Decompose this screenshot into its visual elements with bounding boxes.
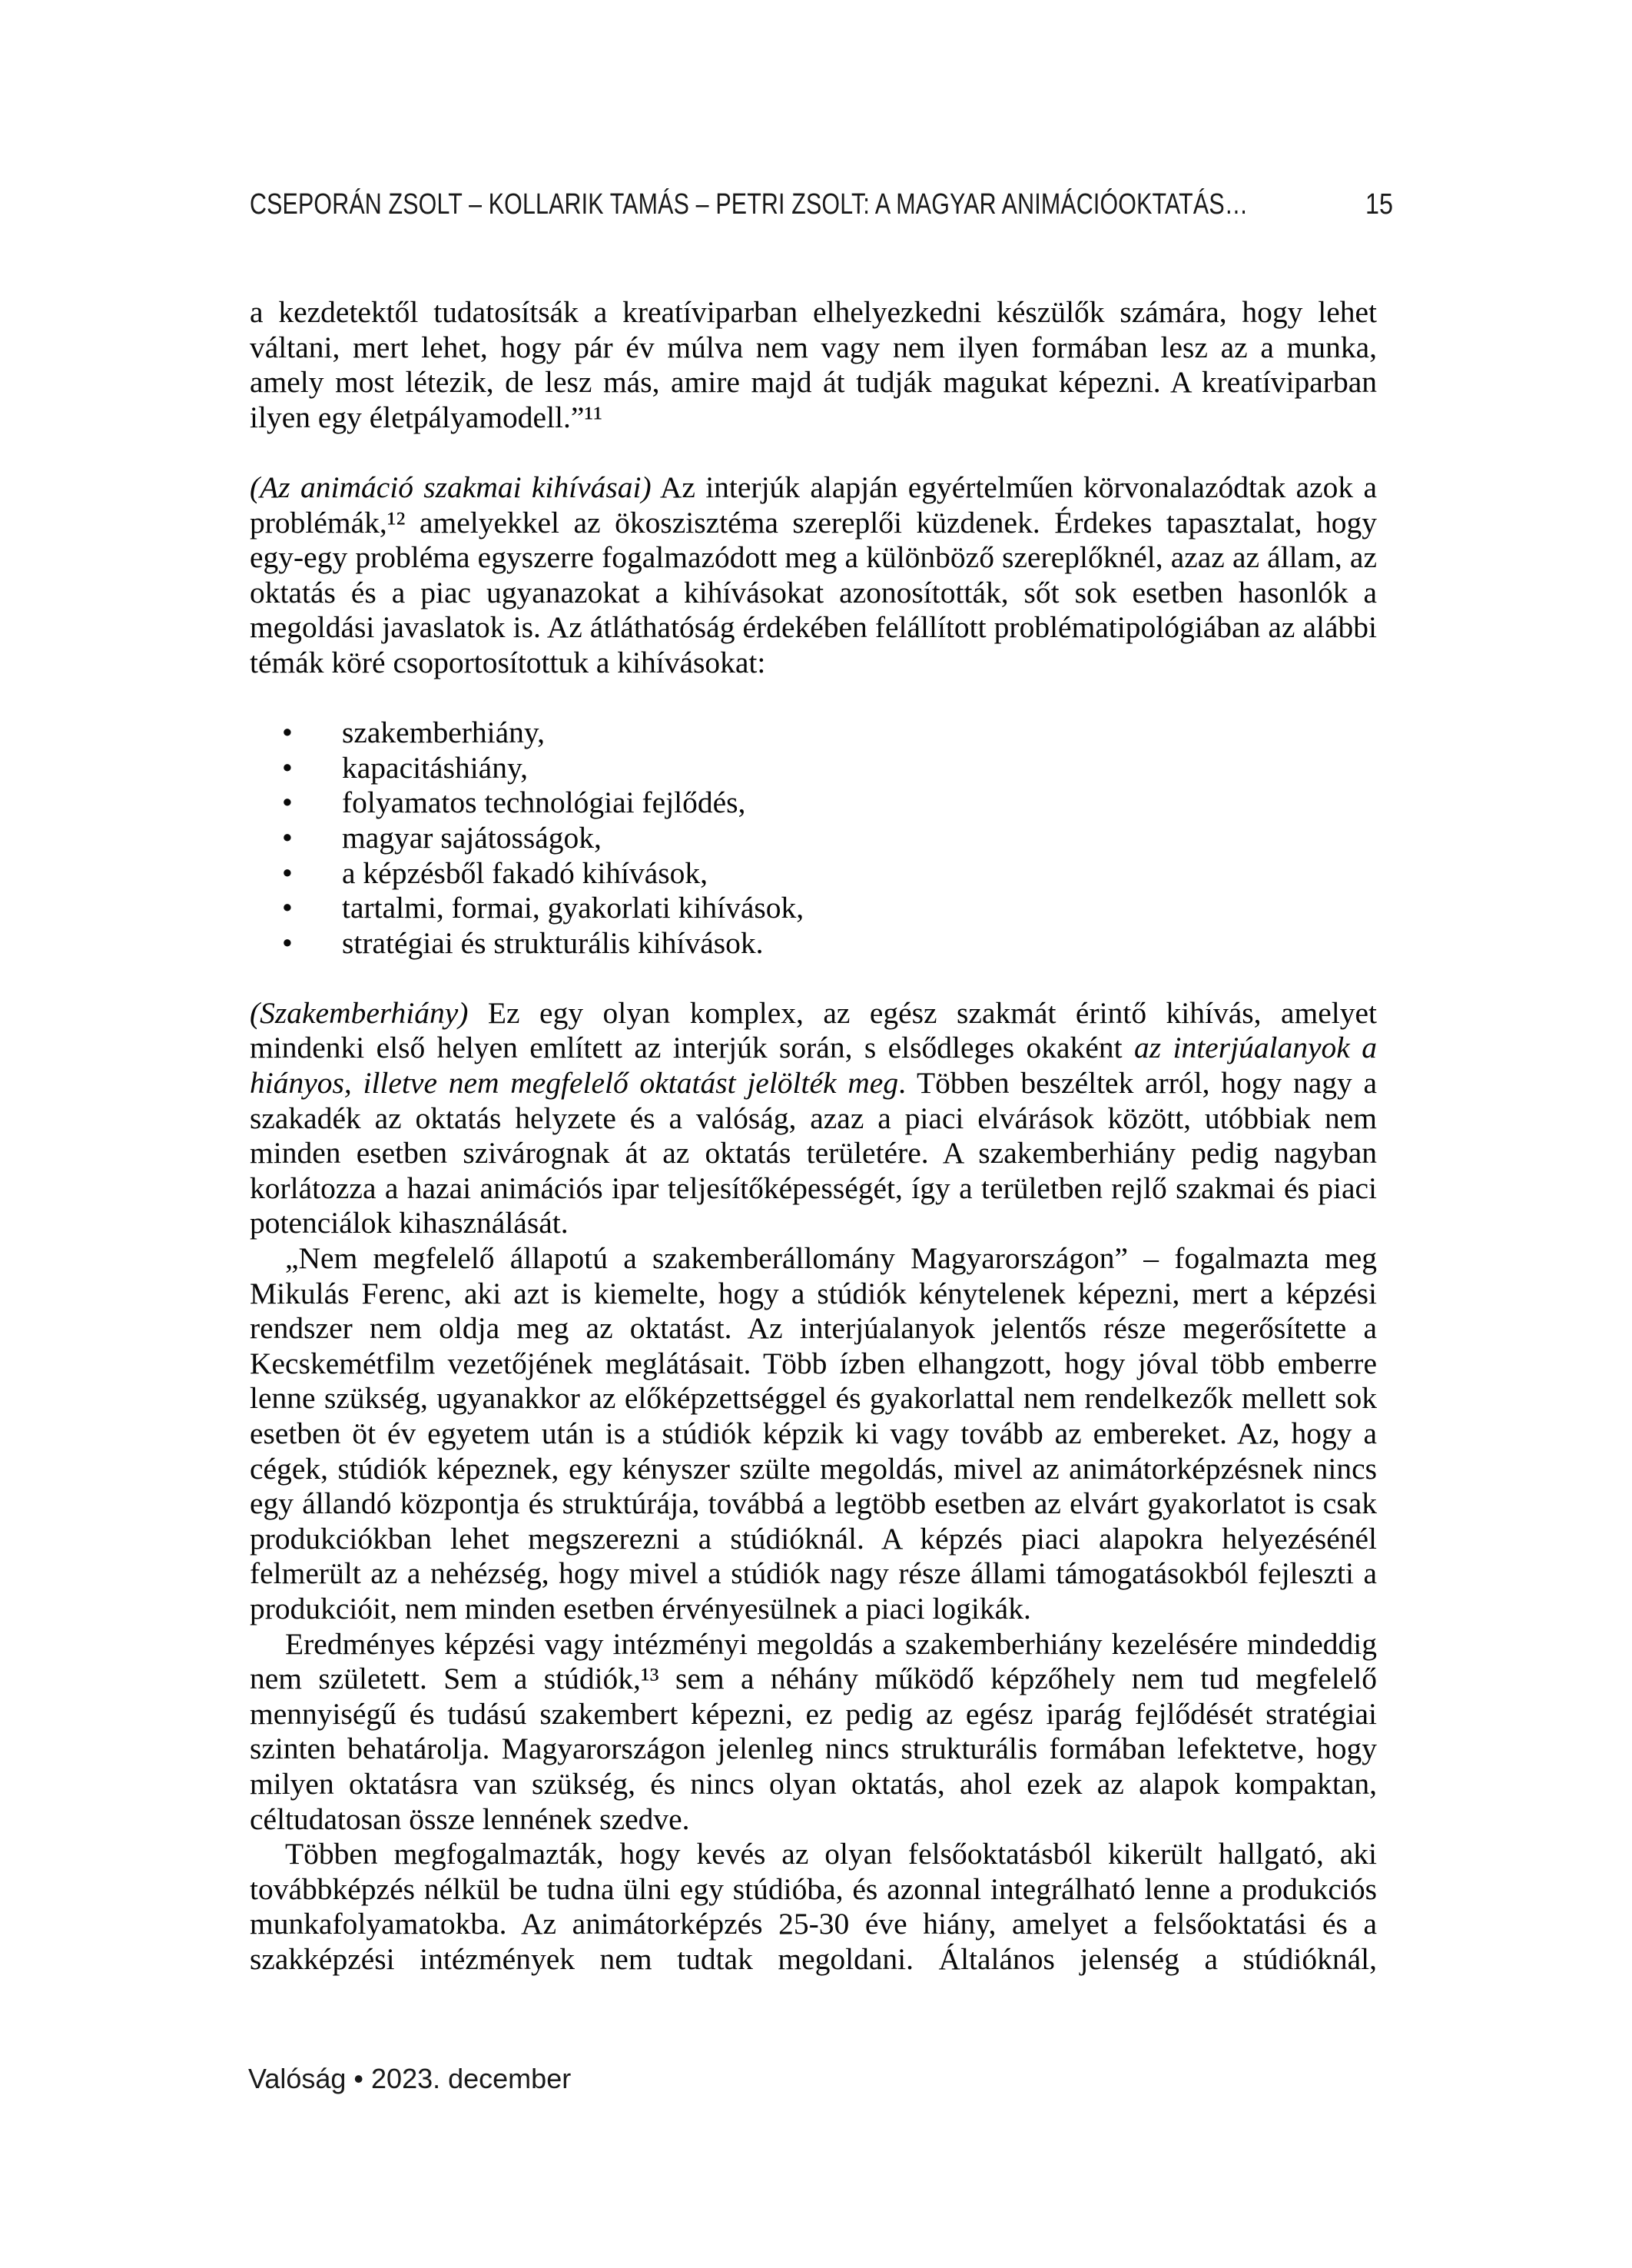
bullet-icon: • [282, 750, 293, 785]
bullet-icon: • [282, 716, 293, 750]
paragraph-professional-challenges [250, 470, 1377, 681]
bullet-icon: • [282, 891, 293, 925]
list-item-text: a képzésből fakadó kihívások, [342, 855, 708, 890]
paragraph-continuation-text: a kezdetektől tudatosítsák a kreatíviparban elhelyezkedni készülők számára, hogy lehet váltani, mert lehet, hogy pár év múlva nem vagy nem ilyen formában lesz az a munka, amely most létezik, de lesz más, amire majd át tudják magukat képezni. A kreatíviparban ilyen egy életpályamodell.”¹¹ [250, 295, 1377, 434]
section-lead-italic: (Szakemberhiány) [250, 995, 469, 1030]
bullet-icon: • [282, 925, 293, 960]
list-item [282, 750, 1377, 786]
paragraph-professional-challenges-text: Az interjúk alapján egyértelműen körvonalazódtak azok a problémák,¹² amelyekkel az ökoszisztéma szereplői küzdenek. Érdekes tapasztalat, hogy egy-egy probléma egyszerre fogalmazódott meg a különböző szereplőknél, azaz az állam, az oktatás és a piac ugyanazokat a kihívásokat azonosították, sőt sok esetben hasonlók a megoldási javaslatok is. Az átláthatóság érdekében felállított problématipológiában az alábbi témák köré csoportosítottuk a kihívásokat: [250, 470, 1377, 679]
challenge-list [250, 716, 1377, 961]
list-item [282, 855, 1377, 892]
list-item-text: szakemberhiány, [342, 716, 545, 750]
bullet-icon: • [282, 785, 293, 820]
bullet-icon: • [282, 855, 293, 890]
paragraph-shortage-emphasis: az interjúalanyok a hiányos, illetve nem megfelelő oktatást jelölték meg [250, 1031, 1377, 1101]
list-item [282, 925, 1377, 961]
paragraph-shortage-text-2: . Többen beszéltek arról, hogy nagy a szakadék az oktatás helyzete és a valóság, azaz a piaci elvárások között, utóbbiak nem minden esetben szivárognak át az oktatás területére. A szakemberhiány pedig nagyban korlátozza a hazai animációs ipar teljesítőképességét, így a területben rejlő szakmai és piaci potenciálok kihasználását. [250, 1066, 1377, 1240]
list-item-text: magyar sajátosságok, [342, 820, 602, 855]
running-header [250, 189, 1418, 223]
paragraph-shortage-text-1: Ez egy olyan komplex, az egész szakmát érintő kihívás, amelyet mindenki első helyen említett az interjúk során, s elsődleges okaként [250, 995, 1377, 1065]
list-item [282, 785, 1377, 821]
paragraph-continuation [250, 295, 1377, 435]
list-item-text: kapacitáshiány, [342, 750, 529, 785]
journal-name-date: Valóság • 2023. december [248, 2063, 572, 2094]
list-item-text: tartalmi, formai, gyakorlati kihívások, [342, 891, 804, 925]
list-item-text: folyamatos technológiai fejlődés, [342, 785, 746, 820]
page-footer [248, 2063, 571, 2095]
paragraph-shortage [250, 996, 1377, 1241]
bullet-icon: • [282, 820, 293, 855]
running-header-title: CSEPORÁN ZSOLT – KOLLARIK TAMÁS – PETRI ZSOLT: A MAGYAR ANIMÁCIÓOKTATÁS… [250, 188, 1249, 221]
page-number: 15 [1365, 188, 1393, 221]
article-body [250, 295, 1377, 1977]
paragraph-graduates: Többen megfogalmazták, hogy kevés az olyan felsőoktatásból kikerült hallgató, aki továbbképzés nélkül be tudna ülni egy stúdióba, és azonnal integrálható lenne a produkciós munkafolyamatokba. Az animátorképzés 25-30 éve hiány, amelyet a felsőoktatási és a szakképzési intézmények nem tudtak megoldani. Általános jelenség a stúdióknál, [250, 1837, 1377, 1976]
paragraph-training: Eredményes képzési vagy intézményi megoldás a szakemberhiány kezelésére mindeddig nem született. Sem a stúdiók,¹³ sem a néhány működő képzőhely nem tud megfelelő mennyiségű és tudású szakembert képezni, ez pedig az egész iparág fejlődését stratégiai szinten behatárolja. Magyarországon jelenleg nincs strukturális formában lefektetve, hogy milyen oktatásra van szükség, és nincs olyan oktatás, ahol ezek az alapok kompaktan, céltudatosan össze lennének szedve. [250, 1626, 1377, 1836]
section-lead-italic: (Az animáció szakmai kihívásai) [250, 470, 652, 504]
list-item-text: stratégiai és strukturális kihívások. [342, 925, 764, 960]
paragraph-quote: „Nem megfelelő állapotú a szakemberállomány Magyarországon” – fogalmazta meg Mikulás Ferenc, aki azt is kiemelte, hogy a stúdiók kénytelenek képezni, mert a képzési rendszer nem oldja meg az oktatást. Az interjúalanyok jelentős része megerősítette a Kecskemétfilm vezetőjének meglátásait. Több ízben elhangzott, hogy jóval több emberre lenne szükség, ugyanakkor az előképzettséggel és gyakorlattal nem rendelkezők mellett sok esetben öt év egyetem után is a stúdiók képzik ki vagy tovább az embereket. Az, hogy a cégek, stúdiók képeznek, egy kényszer szülte megoldás, mivel az animátorképzésnek nincs egy állandó központja és struktúrája, továbbá a legtöbb esetben az elvárt gyakorlatot is csak produkciókban lehet megszerezni a stúdióknál. A képzés piaci alapokra helyezésénél felmerült az a nehézség, hogy mivel a stúdiók nagy része állami támogatásokból fejleszti a produkcióit, nem minden esetben érvényesülnek a piaci logikák. [250, 1241, 1377, 1625]
list-item [282, 891, 1377, 926]
list-item [282, 716, 1377, 751]
list-item [282, 820, 1377, 856]
